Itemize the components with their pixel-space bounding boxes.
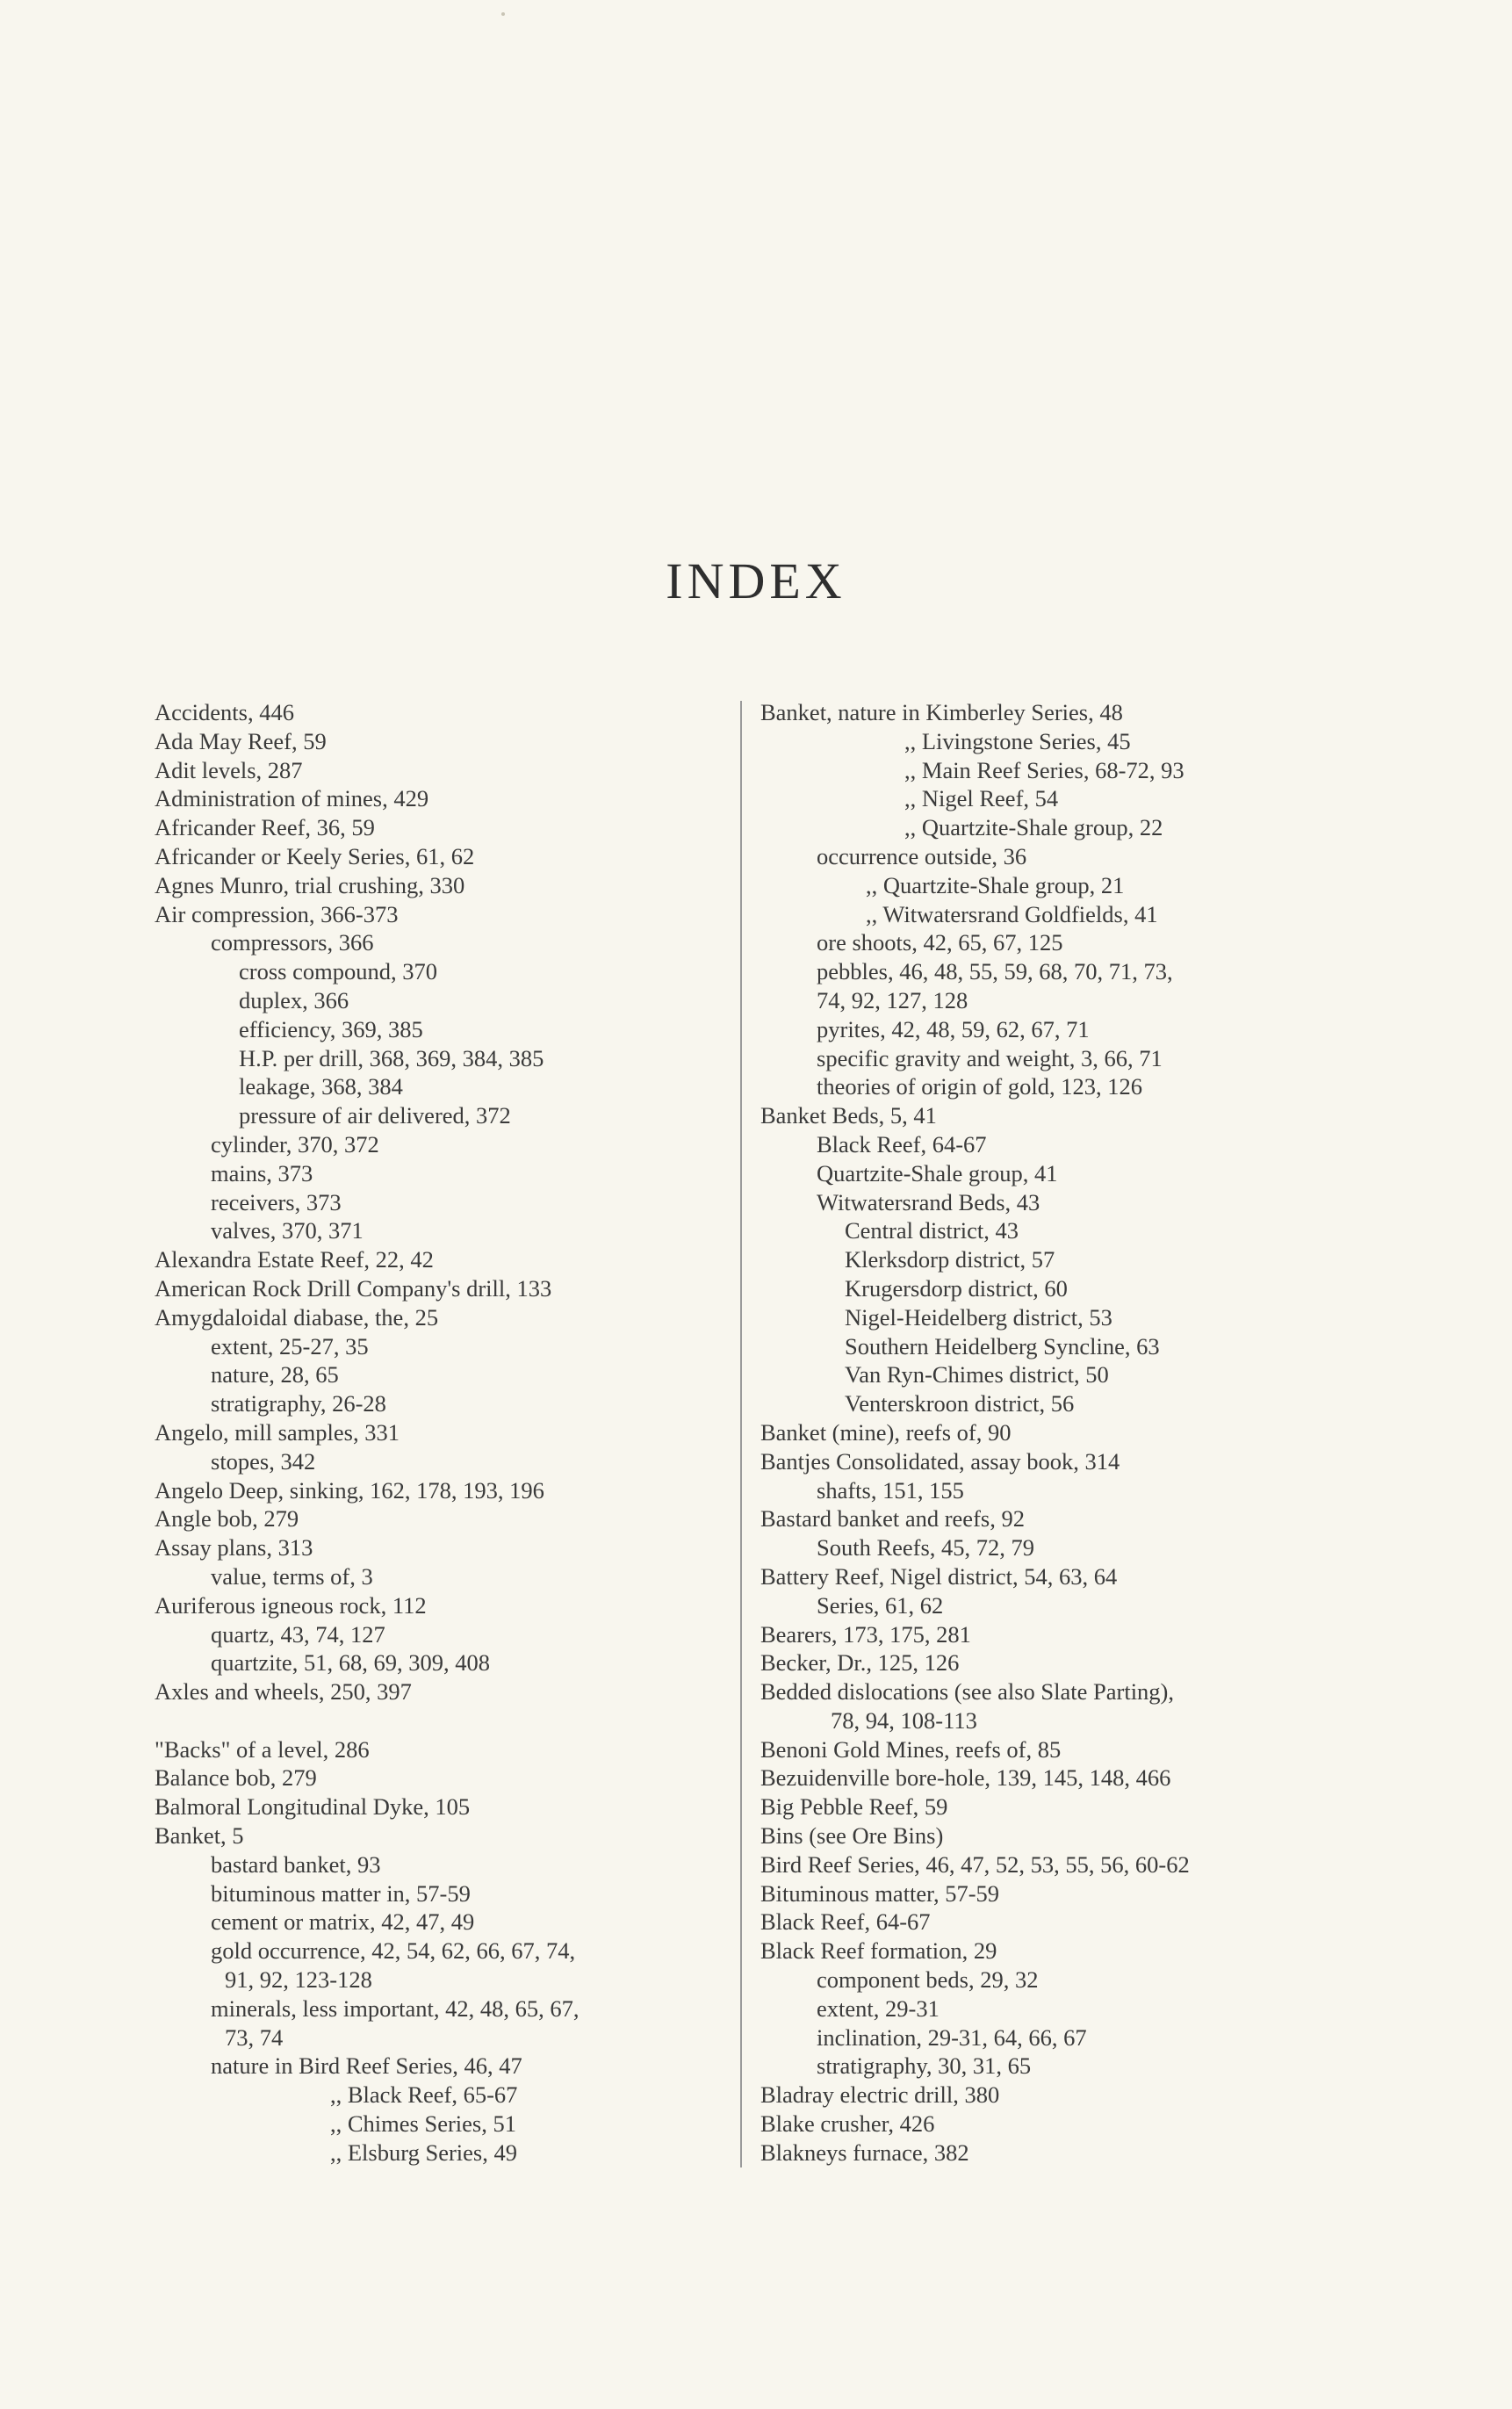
index-subentry: ,, Chimes Series, 51 xyxy=(330,2110,516,2138)
page-title: INDEX xyxy=(666,552,846,609)
index-subentry: Krugersdorp district, 60 xyxy=(845,1274,1068,1302)
index-right-column xyxy=(760,698,1366,2167)
index-entry: Black Reef, 64-67 xyxy=(760,1908,931,1936)
index-left-column xyxy=(155,698,752,2167)
column-divider xyxy=(740,701,742,2167)
index-entry: Bantjes Consolidated, assay book, 314 xyxy=(760,1447,1120,1475)
index-subentry: Van Ryn-Chimes district, 50 xyxy=(845,1361,1109,1388)
index-subentry: H.P. per drill, 368, 369, 384, 385 xyxy=(239,1044,544,1071)
index-subentry: extent, 29-31 xyxy=(817,1994,940,2022)
index-entry: Ada May Reef, 59 xyxy=(155,727,327,754)
index-subentry: stopes, 342 xyxy=(211,1447,316,1475)
index-entry: Balmoral Longitudinal Dyke, 105 xyxy=(155,1793,471,1821)
index-subentry: ,, Livingstone Series, 45 xyxy=(904,727,1131,754)
index-subentry: shafts, 151, 155 xyxy=(817,1476,964,1504)
index-subentry: minerals, less important, 42, 48, 65, 67, xyxy=(211,1994,580,2022)
index-subentry: ,, Black Reef, 65-67 xyxy=(330,2081,518,2109)
index-subentry: stratigraphy, 26-28 xyxy=(211,1390,386,1417)
index-subentry: ,, Quartzite-Shale group, 21 xyxy=(866,871,1125,898)
index-subentry: cylinder, 370, 372 xyxy=(211,1130,379,1158)
index-subentry: ,, Witwatersrand Goldfields, 41 xyxy=(866,900,1158,927)
index-entry: Blake crusher, 426 xyxy=(760,2110,935,2138)
index-subentry: value, terms of, 3 xyxy=(211,1562,373,1590)
index-subentry: pebbles, 46, 48, 55, 59, 68, 70, 71, 73, xyxy=(817,958,1173,985)
index-entry: Banket (mine), reefs of, 90 xyxy=(760,1418,1012,1446)
index-subentry: bituminous matter in, 57-59 xyxy=(211,1879,471,1907)
index-entry: Banket Beds, 5, 41 xyxy=(760,1102,937,1129)
index-subentry: inclination, 29-31, 64, 66, 67 xyxy=(817,2023,1087,2051)
index-subentry: Southern Heidelberg Syncline, 63 xyxy=(845,1332,1160,1360)
index-subentry: gold occurrence, 42, 54, 62, 66, 67, 74, xyxy=(211,1937,576,1965)
index-subentry: ,, Quartzite-Shale group, 22 xyxy=(904,814,1163,841)
index-entry: Africander or Keely Series, 61, 62 xyxy=(155,842,475,869)
index-entry: "Backs" of a level, 286 xyxy=(155,1735,370,1763)
index-subentry: component beds, 29, 32 xyxy=(817,1966,1039,1994)
index-entry: Bedded dislocations (see also Slate Parting), xyxy=(760,1678,1175,1706)
index-subentry: Black Reef, 64-67 xyxy=(817,1130,987,1158)
index-entry: Agnes Munro, trial crushing, 330 xyxy=(155,871,465,898)
index-subentry: nature, 28, 65 xyxy=(211,1361,339,1388)
index-subentry: quartz, 43, 74, 127 xyxy=(211,1620,385,1648)
index-subentry: South Reefs, 45, 72, 79 xyxy=(817,1534,1035,1562)
index-subentry: nature in Bird Reef Series, 46, 47 xyxy=(211,2052,522,2080)
index-subentry: pyrites, 42, 48, 59, 62, 67, 71 xyxy=(817,1015,1090,1042)
index-subentry: cross compound, 370 xyxy=(239,958,437,985)
index-entry: Administration of mines, 429 xyxy=(155,785,429,812)
index-entry: Adit levels, 287 xyxy=(155,756,303,783)
index-subentry: compressors, 366 xyxy=(211,929,374,956)
index-subentry: leakage, 368, 384 xyxy=(239,1073,403,1100)
index-entry: Bird Reef Series, 46, 47, 52, 53, 55, 56, 60-62 xyxy=(760,1850,1190,1878)
index-subentry: pressure of air delivered, 372 xyxy=(239,1102,511,1129)
index-entry: Blakneys furnace, 382 xyxy=(760,2139,969,2166)
index-entry: Benoni Gold Mines, reefs of, 85 xyxy=(760,1735,1062,1763)
index-entry: Angelo, mill samples, 331 xyxy=(155,1418,400,1446)
index-entry: American Rock Drill Company's drill, 133 xyxy=(155,1274,552,1302)
index-subentry: bastard banket, 93 xyxy=(211,1850,381,1878)
index-subentry: ore shoots, 42, 65, 67, 125 xyxy=(817,929,1063,956)
index-subentry: 74, 92, 127, 128 xyxy=(817,986,968,1013)
index-subentry: ,, Nigel Reef, 54 xyxy=(904,785,1059,812)
index-subentry: Central district, 43 xyxy=(845,1217,1019,1244)
index-entry: Bladray electric drill, 380 xyxy=(760,2081,1000,2109)
index-subentry: theories of origin of gold, 123, 126 xyxy=(817,1073,1142,1100)
index-entry: Air compression, 366-373 xyxy=(155,900,399,927)
index-entry: Banket, nature in Kimberley Series, 48 xyxy=(760,699,1123,725)
index-entry: Bituminous matter, 57-59 xyxy=(760,1879,1000,1907)
index-subentry: Quartzite-Shale group, 41 xyxy=(817,1159,1058,1186)
index-entry: Becker, Dr., 125, 126 xyxy=(760,1649,960,1677)
index-entry: Africander Reef, 36, 59 xyxy=(155,814,375,841)
index-subentry: mains, 373 xyxy=(211,1159,313,1186)
index-entry: Accidents, 446 xyxy=(155,699,294,725)
index-subentry: ,, Main Reef Series, 68-72, 93 xyxy=(904,756,1184,783)
index-subentry: Witwatersrand Beds, 43 xyxy=(817,1188,1040,1215)
index-subentry: efficiency, 369, 385 xyxy=(239,1015,423,1042)
index-subentry: Klerksdorp district, 57 xyxy=(845,1246,1055,1273)
index-subentry: cement or matrix, 42, 47, 49 xyxy=(211,1908,475,1936)
index-entry: Alexandra Estate Reef, 22, 42 xyxy=(155,1246,434,1273)
index-subentry: Venterskroon district, 56 xyxy=(845,1390,1075,1417)
index-subentry: valves, 370, 371 xyxy=(211,1217,364,1244)
index-entry: Amygdaloidal diabase, the, 25 xyxy=(155,1303,439,1331)
index-subentry: duplex, 366 xyxy=(239,986,349,1013)
index-entry: Bastard banket and reefs, 92 xyxy=(760,1505,1025,1533)
index-entry: Axles and wheels, 250, 397 xyxy=(155,1678,412,1706)
paper-speck xyxy=(501,12,505,16)
index-subentry: 78, 94, 108-113 xyxy=(831,1706,977,1734)
index-entry: Black Reef formation, 29 xyxy=(760,1937,997,1965)
index-entry: Bearers, 173, 175, 281 xyxy=(760,1620,971,1648)
index-subentry: ,, Elsburg Series, 49 xyxy=(330,2139,517,2166)
index-entry: Battery Reef, Nigel district, 54, 63, 64 xyxy=(760,1562,1118,1590)
index-section-gap xyxy=(155,1706,752,1735)
index-subentry: Nigel-Heidelberg district, 53 xyxy=(845,1303,1112,1331)
index-subentry: stratigraphy, 30, 31, 65 xyxy=(817,2052,1032,2080)
index-subentry: specific gravity and weight, 3, 66, 71 xyxy=(817,1044,1163,1071)
index-subentry: Series, 61, 62 xyxy=(817,1591,944,1619)
index-entry: Big Pebble Reef, 59 xyxy=(760,1793,948,1821)
index-entry: Balance bob, 279 xyxy=(155,1764,317,1792)
index-subentry: 73, 74 xyxy=(225,2023,284,2051)
index-subentry: extent, 25-27, 35 xyxy=(211,1332,369,1360)
index-entry: Angle bob, 279 xyxy=(155,1505,299,1533)
index-subentry: quartzite, 51, 68, 69, 309, 408 xyxy=(211,1649,490,1677)
index-subentry: 91, 92, 123-128 xyxy=(225,1966,372,1994)
index-entry: Bins (see Ore Bins) xyxy=(760,1822,944,1850)
index-entry: Banket, 5 xyxy=(155,1822,244,1850)
index-subentry: occurrence outside, 36 xyxy=(817,842,1027,869)
index-entry: Auriferous igneous rock, 112 xyxy=(155,1591,427,1619)
index-entry: Assay plans, 313 xyxy=(155,1534,313,1562)
index-entry: Angelo Deep, sinking, 162, 178, 193, 196 xyxy=(155,1476,544,1504)
index-subentry: receivers, 373 xyxy=(211,1188,342,1215)
index-entry: Bezuidenville bore-hole, 139, 145, 148, 466 xyxy=(760,1764,1171,1792)
